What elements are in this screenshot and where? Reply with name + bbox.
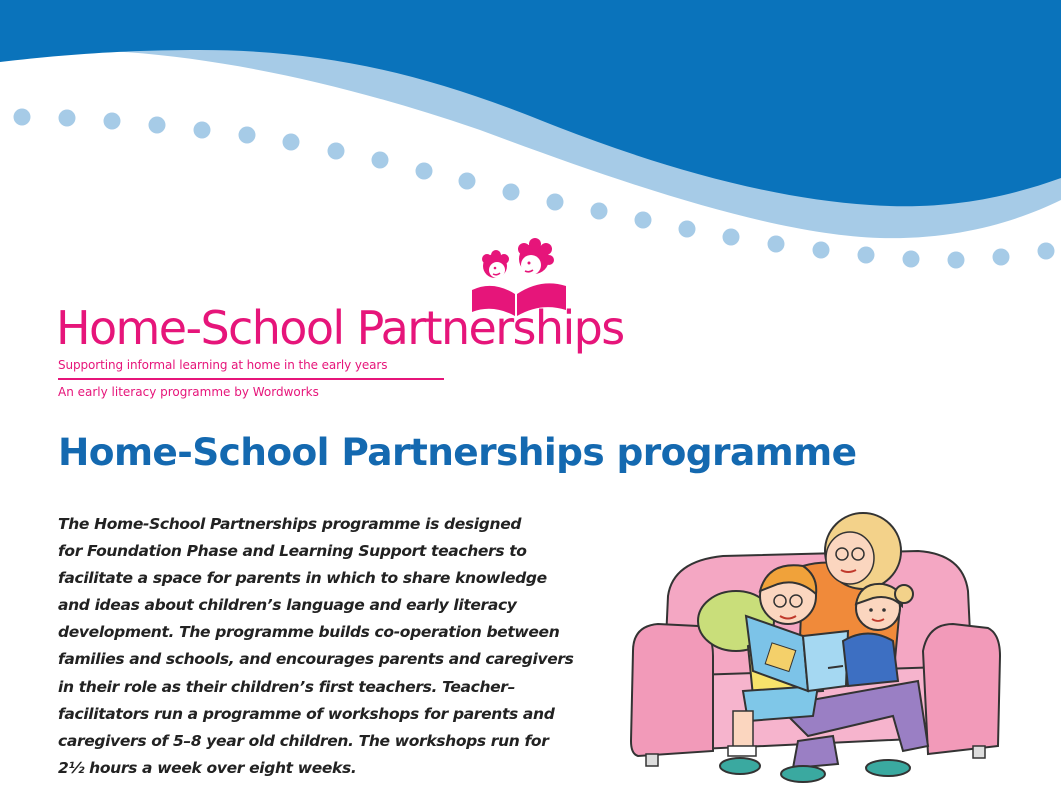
dot [858,247,875,264]
subline-prefix: An early literacy programme by [58,385,253,399]
dot [416,163,433,180]
dot [547,194,564,211]
dot [635,212,652,229]
dot [903,251,920,268]
intro-line: for Foundation Phase and Learning Support teachers to [58,542,527,561]
dot [679,221,696,238]
subline-org: Wordworks [252,385,319,399]
intro-line: facilitate a space for parents in which to share knowledge [58,569,547,588]
dot [459,173,476,190]
intro-line: in their role as their children’s first teachers. Teacher– [58,677,515,696]
intro-line: facilitators run a programme of workshops for parents and [58,704,555,723]
logo-block [56,232,676,407]
intro-line: caregivers of 5–8 year old children. The workshops run for [58,731,549,750]
dot [283,134,300,151]
page-title: Home-School Partnerships programme [58,430,857,474]
dot [59,110,76,127]
dot [194,122,211,139]
dot [239,127,256,144]
tagline-divider [58,378,444,380]
dot [768,236,785,253]
dot [813,242,830,259]
dot [104,113,121,130]
family-reading-illustration [628,506,1058,802]
dot [372,152,389,169]
intro-line: The Home-School Partnerships programme is designed [58,515,522,533]
intro-line: families and schools, and encourages parents and caregivers [58,650,574,669]
dot [1038,243,1055,260]
dot [149,117,166,134]
dot [591,203,608,220]
wave-dark-band [0,0,1061,206]
intro-line: development. The programme builds co-operation between [58,623,560,642]
intro-line: and ideas about children’s language and early literacy [58,596,517,615]
intro-line: 2½ hours a week over eight weeks. [58,758,357,777]
dot [993,249,1010,266]
logo-tagline: Supporting informal learning at home in the early years [58,358,388,372]
dot [948,252,965,269]
dot [503,184,520,201]
dot [723,229,740,246]
dot [14,109,31,126]
dot [328,143,345,160]
intro-paragraph [58,511,593,782]
logo-title: Home-School Partnerships [56,301,624,355]
logo-subline [58,385,319,399]
